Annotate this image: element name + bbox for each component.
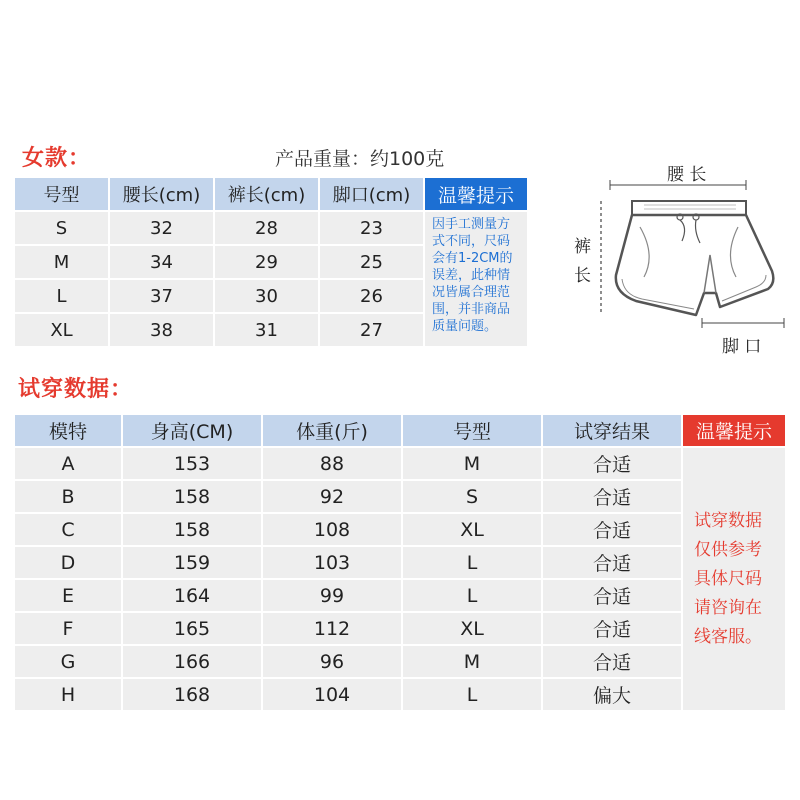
waist-label: 腰 长 <box>667 165 707 185</box>
table-row <box>15 481 785 512</box>
table-row <box>15 212 527 244</box>
cell-model: A <box>15 448 121 479</box>
header-weight: 体重(斤) <box>263 415 401 446</box>
cell-height: 166 <box>123 646 261 677</box>
header-waist: 腰长(cm) <box>110 178 213 210</box>
cell-size: S <box>403 481 541 512</box>
header-result: 试穿结果 <box>543 415 681 446</box>
cell-result: 合适 <box>543 613 681 644</box>
women-section-title: 女款： <box>22 146 92 171</box>
cell-result: 合适 <box>543 547 681 578</box>
size-table-header <box>15 178 527 210</box>
cell-size: L <box>403 580 541 611</box>
tryon-tip-text-content: 试穿数据仅供参考具体尺码请咨询在线客服。 <box>694 510 762 647</box>
cell-weight: 103 <box>263 547 401 578</box>
size-tip-text: 因手工测量方式不同，尺码会有1-2CM的误差，此种情况皆属合理范围，并非商品质量问题。 <box>425 212 527 346</box>
cell-height: 164 <box>123 580 261 611</box>
cell-hem: 27 <box>320 314 423 346</box>
table-row <box>15 613 785 644</box>
shorts-diagram <box>596 175 786 335</box>
waist-dimension-line <box>610 180 746 190</box>
cell-height: 165 <box>123 613 261 644</box>
cell-length: 31 <box>215 314 318 346</box>
header-hem: 脚口(cm) <box>320 178 423 210</box>
cell-model: C <box>15 514 121 545</box>
cell-weight: 99 <box>263 580 401 611</box>
table-row <box>15 646 785 677</box>
cell-size: XL <box>403 514 541 545</box>
cell-height: 159 <box>123 547 261 578</box>
cell-waist: 34 <box>110 246 213 278</box>
cell-height: 153 <box>123 448 261 479</box>
cell-length: 28 <box>215 212 318 244</box>
table-row <box>15 514 785 545</box>
cell-hem: 23 <box>320 212 423 244</box>
cell-hem: 25 <box>320 246 423 278</box>
header-length: 裤长(cm) <box>215 178 318 210</box>
cell-result: 合适 <box>543 580 681 611</box>
cell-size: M <box>403 646 541 677</box>
table-row <box>15 448 785 479</box>
cell-weight: 96 <box>263 646 401 677</box>
length-label-bottom: 长 <box>574 266 591 286</box>
cell-weight: 88 <box>263 448 401 479</box>
length-label-top: 裤 <box>574 237 591 257</box>
cell-weight: 92 <box>263 481 401 512</box>
header-model: 模特 <box>15 415 121 446</box>
cell-result: 偏大 <box>543 679 681 710</box>
cell-model: D <box>15 547 121 578</box>
tryon-table-header <box>15 415 785 446</box>
table-row <box>15 547 785 578</box>
cell-weight: 112 <box>263 613 401 644</box>
cell-waist: 37 <box>110 280 213 312</box>
cell-result: 合适 <box>543 448 681 479</box>
cell-height: 158 <box>123 481 261 512</box>
tryon-tip-title: 温馨提示 <box>683 415 785 446</box>
cell-model: F <box>15 613 121 644</box>
cell-size: M <box>403 448 541 479</box>
cell-result: 合适 <box>543 481 681 512</box>
cell-hem: 26 <box>320 280 423 312</box>
cell-weight: 108 <box>263 514 401 545</box>
cell-length: 30 <box>215 280 318 312</box>
tryon-section-title: 试穿数据： <box>18 377 134 402</box>
cell-height: 168 <box>123 679 261 710</box>
hem-label: 脚 口 <box>722 337 762 357</box>
header-height: 身高(CM) <box>123 415 261 446</box>
cell-model: E <box>15 580 121 611</box>
table-row <box>15 580 785 611</box>
tryon-tip-text <box>683 448 785 710</box>
cell-size: L <box>15 280 108 312</box>
header-size: 号型 <box>15 178 108 210</box>
cell-result: 合适 <box>543 514 681 545</box>
cell-size: M <box>15 246 108 278</box>
cell-size: L <box>403 547 541 578</box>
cell-model: H <box>15 679 121 710</box>
size-table <box>13 176 529 348</box>
size-tip-title: 温馨提示 <box>425 178 527 210</box>
cell-size: L <box>403 679 541 710</box>
cell-waist: 32 <box>110 212 213 244</box>
cell-model: B <box>15 481 121 512</box>
cell-model: G <box>15 646 121 677</box>
table-row <box>15 679 785 710</box>
cell-waist: 38 <box>110 314 213 346</box>
cell-weight: 104 <box>263 679 401 710</box>
cell-size: XL <box>15 314 108 346</box>
cell-height: 158 <box>123 514 261 545</box>
tryon-table <box>13 413 787 712</box>
hem-dimension-line <box>702 318 784 328</box>
cell-result: 合适 <box>543 646 681 677</box>
cell-size: S <box>15 212 108 244</box>
product-weight: 产品重量：约100克 <box>275 148 445 170</box>
cell-size: XL <box>403 613 541 644</box>
header-size: 号型 <box>403 415 541 446</box>
shorts-icon <box>616 201 774 315</box>
cell-length: 29 <box>215 246 318 278</box>
